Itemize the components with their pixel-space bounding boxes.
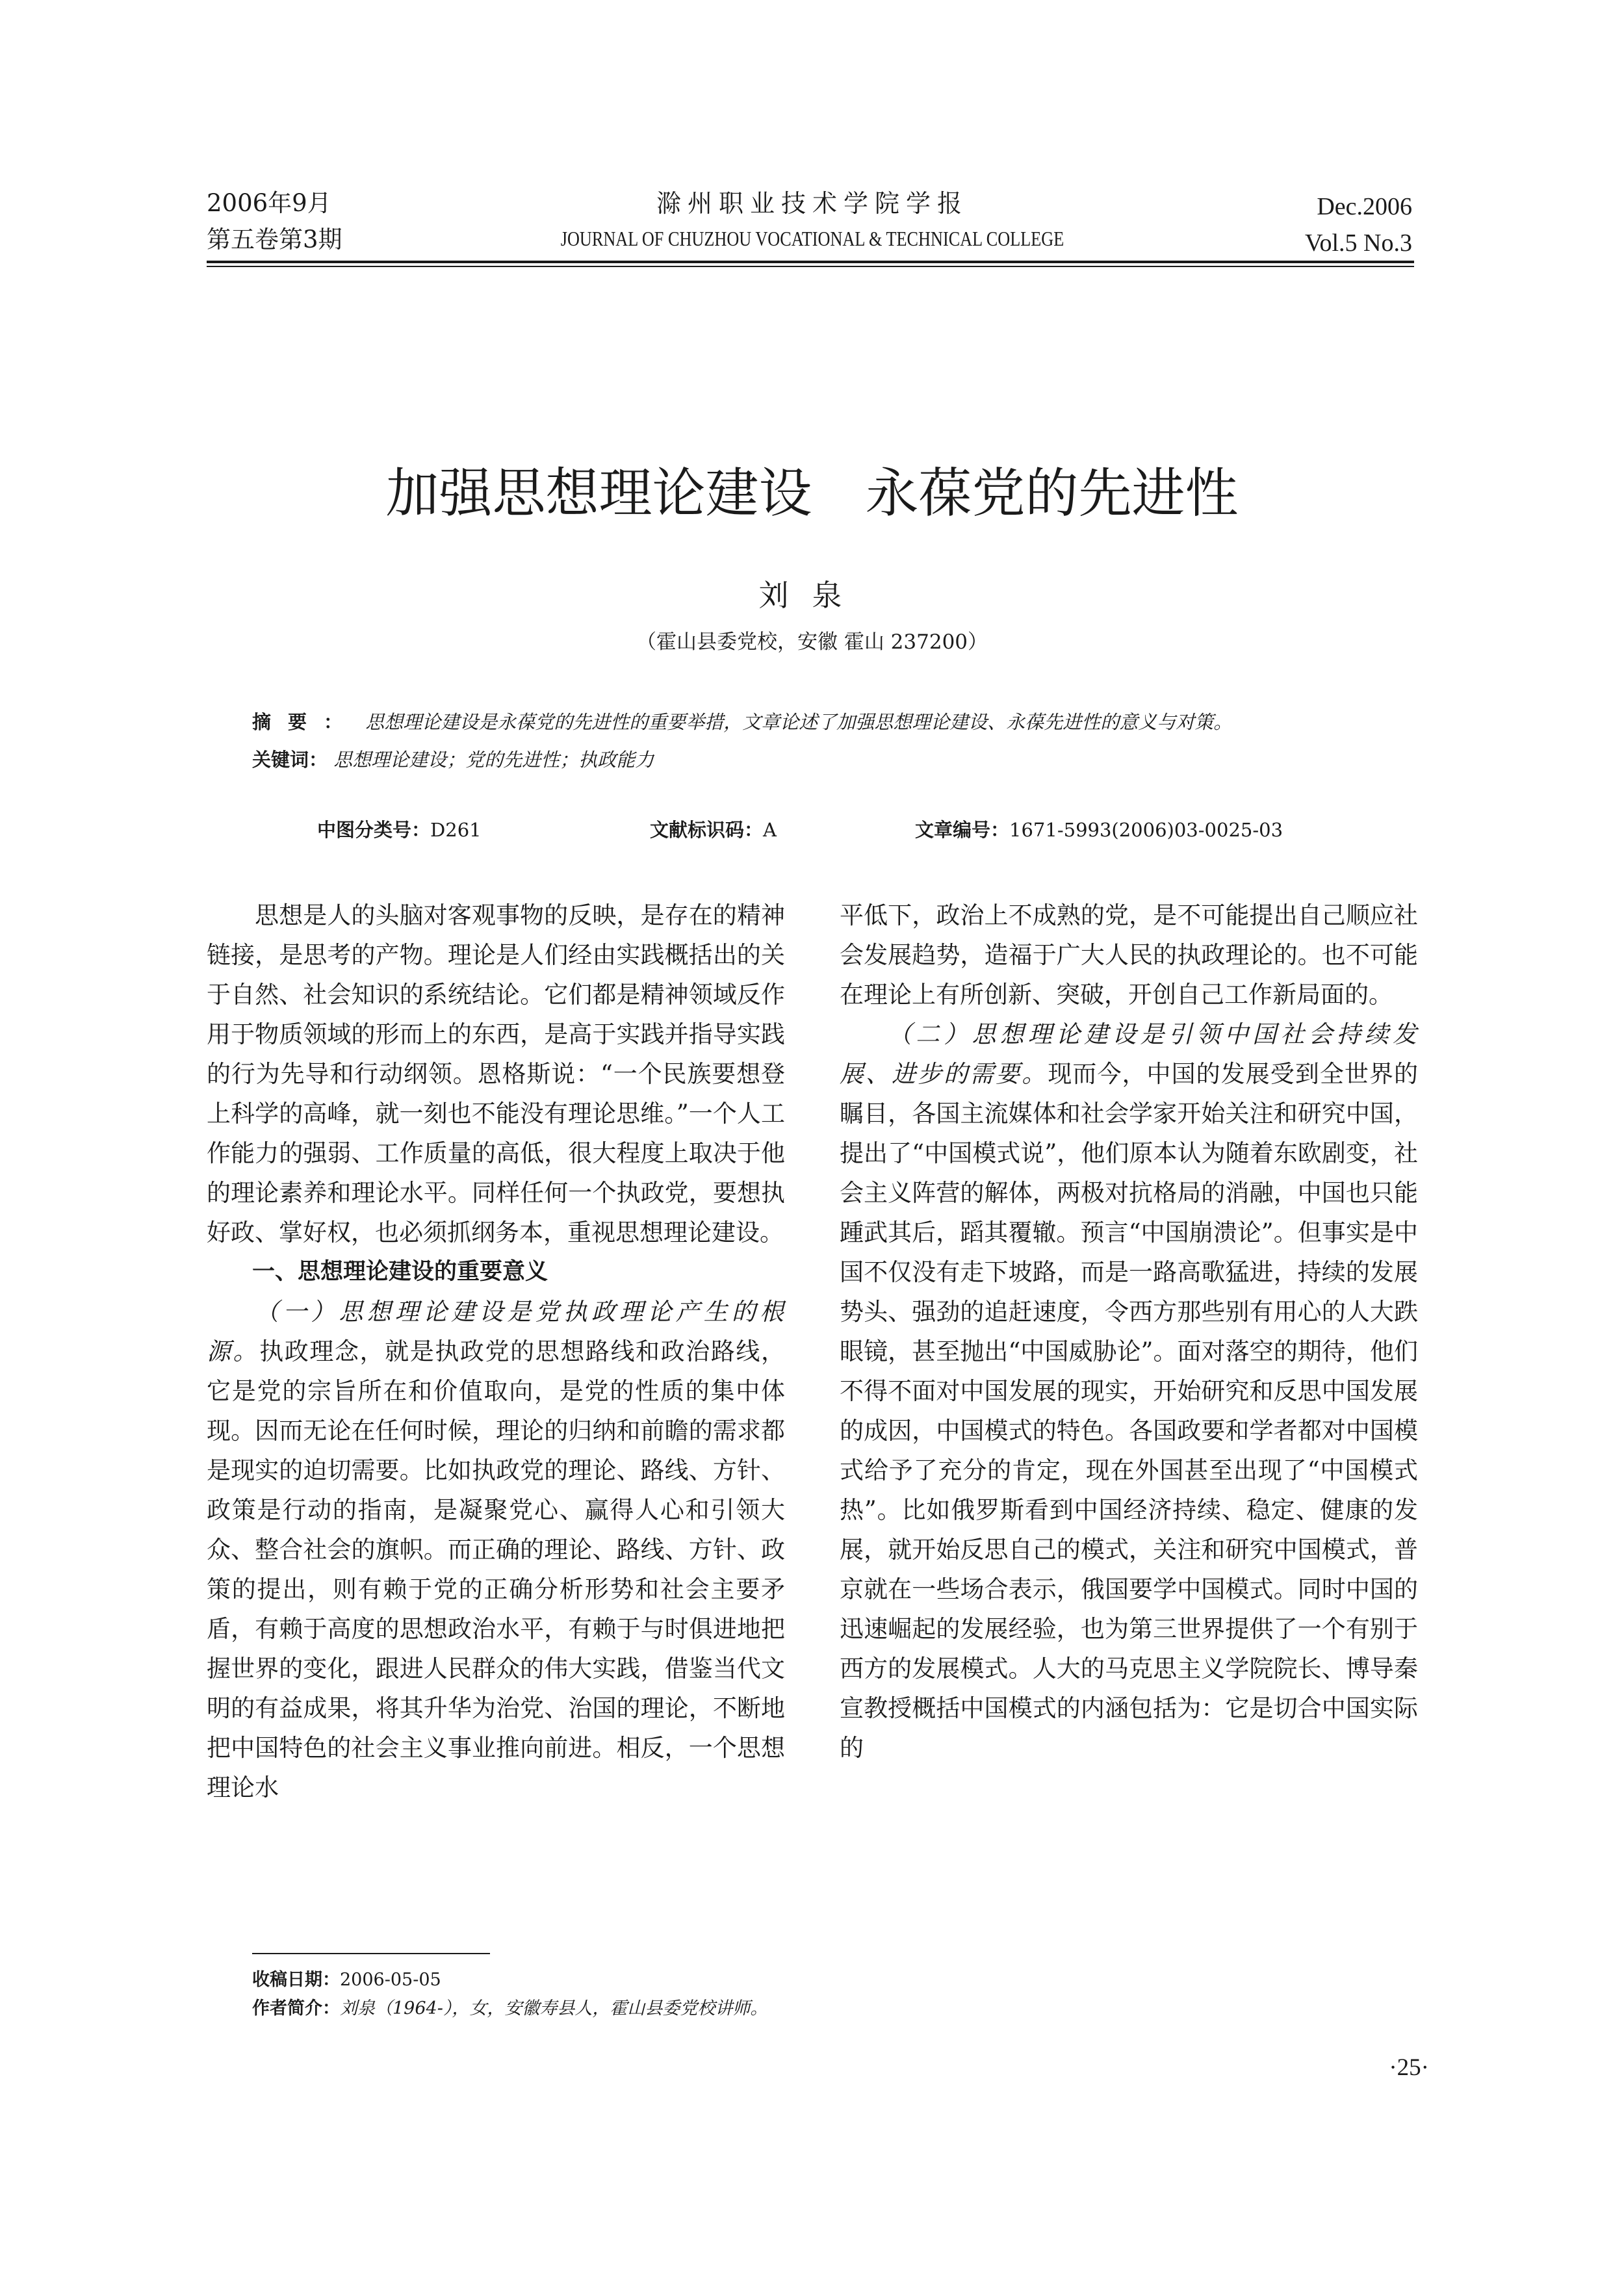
keywords: 思想理论建设；党的先进性；执政能力 (333, 749, 654, 771)
footnote-rule (252, 1953, 490, 1954)
keywords-label: 关键词： (252, 749, 328, 771)
clc-label: 中图分类号： (317, 819, 431, 841)
body-column-right (840, 896, 1418, 1768)
bio-text: 刘泉（1964-），女，安徽寿县人，霍山县委党校讲师。 (340, 1998, 768, 2019)
issue-date-en-block (1305, 188, 1412, 261)
journal-name-cn: 滁州职业技术学院学报 (656, 189, 968, 218)
author-affiliation: （霍山县委党校，安徽 霍山 237200） (636, 630, 988, 654)
article-author: 刘泉 (758, 578, 866, 613)
article-no-value: 1671-5993(2006)03-0025-03 (1009, 819, 1283, 841)
article-number (915, 816, 1283, 842)
subsection-text: 现而今，中国的发展受到全世界的瞩目，各国主流媒体和社会学家开始关注和研究中国，提出了“中国模式说”，他们原本认为随着东欧剧变，社会主义阵营的解体，两极对抗格局的消融，中国也只能踵武其后，蹈其覆辙。预言“中国崩溃论”。但事实是中国不仅没有走下坡路，而是一路高歌猛进，持续的发展势头、强劲的追赶速度，令西方那些别有用心的人大跌眼镜，甚至抛出“中国威胁论”。面对落空的期待，他们不得不面对中国发展的现实，开始研究和反思中国发展的成因，中国模式的特色。各国政要和学者都对中国模式给予了充分的肯定，现在外国甚至出现了“中国模式热”。比如俄罗斯看到中国经济持续、稳定、健康的发展，就开始反思自己的模式，关注和研究中国模式，普京就在一些场合表示，俄国要学中国模式。同时中国的迅速崛起的发展经验，也为第三世界提供了一个有别于西方的发展模式。人大的马克思主义学院院长、博导秦宣教授概括中国模式的内涵包括为：它是切合中国实际的 (840, 1060, 1419, 1762)
issue-date: 2006年9月 (207, 189, 331, 217)
page-number: ·25· (1389, 2054, 1429, 2081)
author-bio (252, 1995, 1357, 2023)
received-value: 2006-05-05 (340, 1970, 441, 1990)
body-paragraph-continued: 平低下，政治上不成熟的党，是不可能提出自己顺应社会发展趋势，造福于广大人民的执政理论的。也不可能在理论上有所创新、突破，开创自己工作新局面的。 (840, 901, 1418, 1009)
received-date (252, 1966, 1357, 1995)
abstract-label: 摘要： (252, 711, 360, 733)
article-no-label: 文章编号： (915, 819, 1010, 841)
header-rule-thin (207, 266, 1414, 267)
body-column-left (207, 896, 785, 1807)
issue-date-block (207, 185, 342, 258)
subsection-heading: （一）思想理论建设是党执政理论产生的根源。 (207, 1298, 785, 1365)
journal-name-en: JOURNAL OF CHUZHOU VOCATIONAL & TECHNICAL COLLEGE (560, 227, 1064, 250)
clc-number (317, 816, 482, 842)
body-paragraph (207, 1292, 785, 1807)
subsection-text: 执政理念，就是执政党的思想路线和政治路线，它是党的宗旨所在和价值取向，是党的性质的集中体现。因而无论在任何时候，理论的归纳和前瞻的需求都是现实的迫切需要。比如执政党的理论、路线、方针、政策是行动的指南，是凝聚党心、赢得人心和引领大众、整合社会的旗帜。而正确的理论、路线、方针、政策的提出，则有赖于党的正确分析形势和社会主要矛盾，有赖于高度的思想政治水平，有赖于与时俱进地把握世界的变化，跟进人民群众的伟大实践，借鉴当代文明的有益成果，将其升华为治党、治国的理论，不断地把中国特色的社会主义事业推向前进。相反，一个思想理论水 (207, 1337, 786, 1801)
header-rule-thick (207, 261, 1414, 263)
body-paragraph: 思想是人的头脑对客观事物的反映，是存在的精神链接，是思考的产物。理论是人们经由实践概括出的关于自然、社会知识的系统结论。它们都是精神领域反作用于物质领域的形而上的东西，是高于实践并指导实践的行为先导和行动纲领。恩格斯说：“一个民族要想登上科学的高峰，就一刻也不能没有理论思维。”一个人工作能力的强弱、工作质量的高低，很大程度上取决于他的理论素养和理论水平。同样任何一个执政党，要想执好政、掌好权，也必须抓纲务本，重视思想理论建设。 (207, 901, 785, 1246)
section-heading: 一、思想理论建设的重要意义 (252, 1259, 548, 1285)
abstract (252, 703, 1415, 779)
journal-name-block (455, 185, 1170, 255)
abstract-text: 思想理论建设是永葆党的先进性的重要举措，文章论述了加强思想理论建设、永葆先进性的意义与对策。 (365, 711, 1233, 733)
bio-label: 作者简介： (252, 1998, 340, 2019)
clc-value: D261 (430, 819, 482, 841)
issue-volume-en: Vol.5 No.3 (1304, 229, 1412, 257)
issue-date-en: Dec.2006 (1317, 193, 1412, 220)
received-label: 收稿日期： (252, 1970, 340, 1990)
document-code (650, 816, 777, 842)
doc-code-label: 文献标识码： (650, 819, 764, 841)
doc-code-value: A (763, 819, 777, 841)
article-title: 加强思想理论建设 永葆党的先进性 (385, 463, 1239, 524)
body-paragraph (840, 1014, 1418, 1768)
issue-volume: 第五卷第3期 (207, 226, 342, 253)
subsection-heading: （二）思想理论建设是引领中国社会持续发展、进步的需要。 (840, 1020, 1418, 1088)
